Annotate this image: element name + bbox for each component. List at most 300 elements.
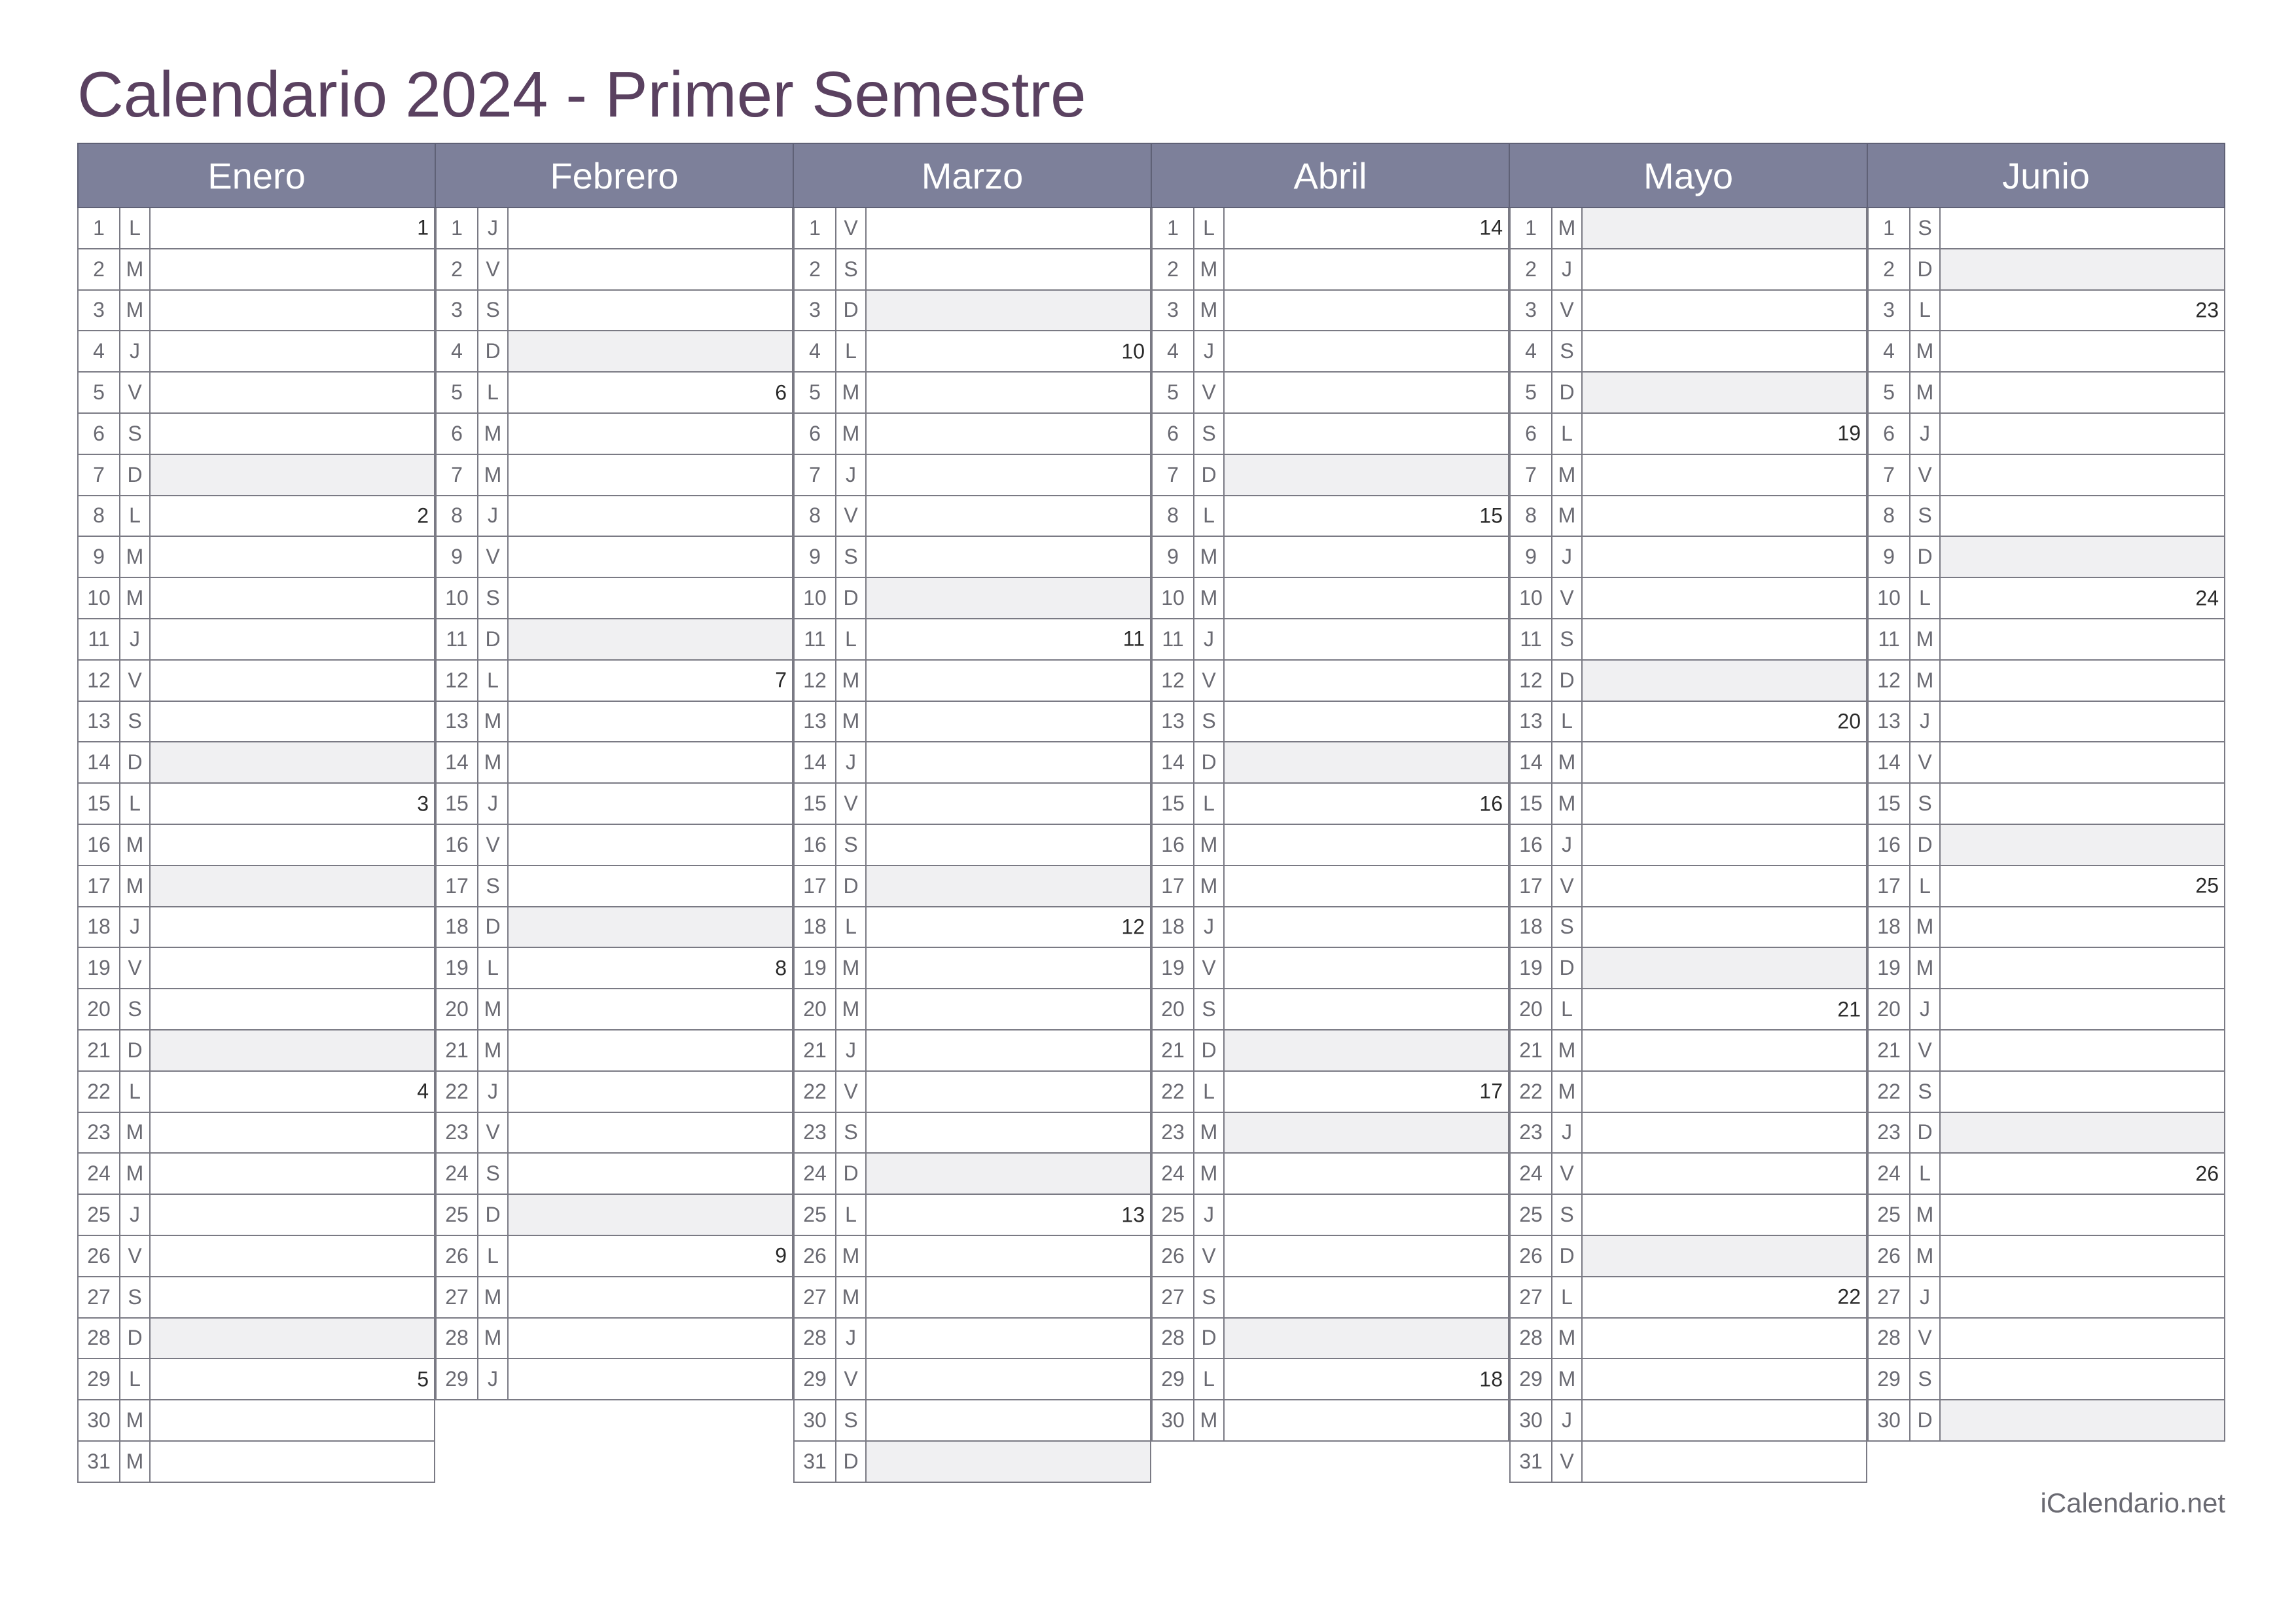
weekday-letter: M: [836, 1277, 867, 1317]
day-note-cell: [151, 537, 434, 577]
weekday-letter: M: [478, 455, 509, 495]
day-number: 9: [79, 537, 120, 577]
day-number: 21: [79, 1030, 120, 1070]
day-row: [1511, 1195, 1866, 1236]
day-note-cell: [867, 1195, 1150, 1235]
day-note-cell: [509, 784, 792, 824]
day-note-cell: [1941, 1154, 2224, 1194]
day-row: [1153, 291, 1508, 332]
day-row: [437, 373, 792, 414]
day-row: [795, 948, 1150, 989]
weekday-letter: M: [120, 537, 151, 577]
day-note-cell: [1583, 1359, 1866, 1399]
day-note-cell: [1583, 1236, 1866, 1276]
day-row: [1511, 1113, 1866, 1154]
day-row: [1153, 1030, 1508, 1072]
day-row: [1869, 414, 2224, 455]
day-row: [1153, 825, 1508, 866]
day-note-cell: [1941, 1359, 2224, 1399]
weekday-letter: M: [1910, 619, 1941, 659]
day-number: 25: [437, 1195, 478, 1235]
day-number: 22: [1869, 1072, 1910, 1112]
month-header: Abril: [1151, 143, 1509, 208]
day-note-cell: [509, 1236, 792, 1276]
weekday-letter: L: [478, 373, 509, 412]
weekday-letter: M: [120, 866, 151, 906]
day-number: 6: [1153, 414, 1194, 454]
day-row: [437, 249, 792, 291]
day-note-cell: [1941, 1030, 2224, 1070]
weekday-letter: J: [1910, 1277, 1941, 1317]
day-row: [795, 907, 1150, 949]
day-row: [437, 784, 792, 825]
weekday-letter: M: [120, 1154, 151, 1194]
day-note-cell: [1583, 249, 1866, 289]
day-note-cell: [509, 1113, 792, 1153]
day-row: [1153, 1113, 1508, 1154]
day-list: [435, 208, 793, 1400]
day-number: 17: [795, 866, 836, 906]
day-number: 27: [79, 1277, 120, 1317]
weekday-letter: J: [836, 742, 867, 782]
day-note-cell: [1225, 373, 1508, 412]
day-note-cell: [1583, 1277, 1866, 1317]
weekday-letter: L: [836, 331, 867, 371]
day-number: 8: [1153, 496, 1194, 536]
day-list: [77, 208, 435, 1483]
day-row: [1869, 1154, 2224, 1195]
day-number: 5: [79, 373, 120, 412]
day-row: [795, 661, 1150, 702]
weekday-letter: M: [1910, 1195, 1941, 1235]
day-note-cell: [151, 1154, 434, 1194]
weekday-letter: L: [1194, 496, 1225, 536]
day-row: [79, 537, 434, 578]
day-row: [795, 1236, 1150, 1277]
day-number: 19: [1153, 948, 1194, 988]
day-number: 10: [79, 578, 120, 618]
day-number: 30: [795, 1400, 836, 1440]
day-number: 30: [1869, 1400, 1910, 1440]
day-row: [79, 661, 434, 702]
day-note-cell: [1941, 455, 2224, 495]
day-row: [79, 331, 434, 373]
month-column: [435, 143, 793, 1485]
day-row: [795, 208, 1150, 249]
day-note-cell: [151, 866, 434, 906]
day-number: 25: [795, 1195, 836, 1235]
day-number: 12: [795, 661, 836, 701]
day-note-cell: [867, 1030, 1150, 1070]
day-note-cell: [867, 661, 1150, 701]
day-row: [1153, 989, 1508, 1030]
day-note-cell: [1225, 249, 1508, 289]
day-note-cell: [1941, 1195, 2224, 1235]
day-number: 27: [1869, 1277, 1910, 1317]
day-note-cell: [151, 1319, 434, 1359]
weekday-letter: S: [478, 866, 509, 906]
day-row: [79, 1195, 434, 1236]
day-note-cell: [1583, 1319, 1866, 1359]
day-note-cell: [1941, 784, 2224, 824]
day-note-cell: [1225, 1072, 1508, 1112]
day-note-cell: [1941, 702, 2224, 742]
day-row: [79, 1236, 434, 1277]
day-note-cell: [1583, 455, 1866, 495]
day-number: 24: [437, 1154, 478, 1194]
day-row: [79, 1319, 434, 1360]
weekday-letter: M: [1194, 825, 1225, 865]
weekday-letter: M: [1552, 1072, 1583, 1112]
weekday-letter: M: [1552, 1359, 1583, 1399]
day-row: [79, 989, 434, 1030]
day-number: 23: [1869, 1113, 1910, 1153]
day-note-cell: [867, 496, 1150, 536]
day-number: 8: [437, 496, 478, 536]
day-row: [1869, 989, 2224, 1030]
day-note-cell: [509, 1154, 792, 1194]
day-note-cell: [1941, 1113, 2224, 1153]
day-number: 7: [795, 455, 836, 495]
weekday-letter: L: [1552, 989, 1583, 1029]
day-number: 1: [1869, 208, 1910, 248]
weekday-letter: S: [836, 1113, 867, 1153]
day-row: [795, 825, 1150, 866]
day-number: 6: [795, 414, 836, 454]
day-row: [437, 989, 792, 1030]
day-note-cell: [1225, 907, 1508, 947]
day-note-cell: [867, 1400, 1150, 1440]
day-number: 13: [437, 702, 478, 742]
weekday-letter: L: [478, 948, 509, 988]
weekday-letter: D: [1194, 1319, 1225, 1359]
day-row: [79, 784, 434, 825]
day-number: 7: [437, 455, 478, 495]
weekday-letter: V: [1552, 866, 1583, 906]
day-note-cell: [1583, 1154, 1866, 1194]
day-number: 19: [437, 948, 478, 988]
day-note-cell: [1941, 825, 2224, 865]
weekday-letter: M: [1552, 455, 1583, 495]
day-number: 26: [1869, 1236, 1910, 1276]
day-row: [1511, 1359, 1866, 1400]
weekday-letter: S: [1910, 208, 1941, 248]
day-row: [1153, 496, 1508, 538]
day-row: [79, 702, 434, 743]
day-row: [1869, 1359, 2224, 1400]
day-number: 29: [1153, 1359, 1194, 1399]
day-row: [1869, 249, 2224, 291]
day-number: 16: [795, 825, 836, 865]
day-number: 1: [1153, 208, 1194, 248]
week-number: 23: [2195, 298, 2219, 322]
weekday-letter: S: [1194, 1277, 1225, 1317]
month-header: Junio: [1867, 143, 2225, 208]
day-note-cell: [1225, 619, 1508, 659]
day-number: 21: [1511, 1030, 1552, 1070]
day-row: [1869, 496, 2224, 538]
day-row: [1511, 455, 1866, 496]
day-row: [1153, 1277, 1508, 1319]
day-note-cell: [1941, 989, 2224, 1029]
day-note-cell: [1583, 578, 1866, 618]
day-number: 17: [1153, 866, 1194, 906]
weekday-letter: M: [836, 948, 867, 988]
day-number: 24: [1153, 1154, 1194, 1194]
day-row: [79, 249, 434, 291]
weekday-letter: L: [1552, 702, 1583, 742]
day-number: 11: [1511, 619, 1552, 659]
day-number: 5: [1153, 373, 1194, 412]
day-row: [437, 1359, 792, 1400]
day-number: 2: [1511, 249, 1552, 289]
day-number: 7: [1153, 455, 1194, 495]
day-row: [1511, 1319, 1866, 1360]
weekday-letter: M: [836, 661, 867, 701]
weekday-letter: D: [836, 866, 867, 906]
day-note-cell: [1941, 496, 2224, 536]
day-note-cell: [1941, 537, 2224, 577]
day-note-cell: [151, 414, 434, 454]
day-note-cell: [509, 1277, 792, 1317]
weekday-letter: M: [1552, 1030, 1583, 1070]
weekday-letter: D: [1194, 1030, 1225, 1070]
week-number: 3: [417, 792, 429, 816]
day-row: [1511, 619, 1866, 661]
day-number: 27: [1511, 1277, 1552, 1317]
weekday-letter: D: [1552, 948, 1583, 988]
day-note-cell: [1941, 373, 2224, 412]
day-row: [1869, 208, 2224, 249]
weekday-letter: J: [1910, 414, 1941, 454]
weekday-letter: J: [836, 1030, 867, 1070]
day-note-cell: [151, 1113, 434, 1153]
weekday-letter: M: [478, 989, 509, 1029]
day-note-cell: [509, 619, 792, 659]
day-row: [437, 291, 792, 332]
weekday-letter: J: [836, 455, 867, 495]
day-number: 29: [79, 1359, 120, 1399]
day-number: 3: [1869, 291, 1910, 331]
day-note-cell: [867, 1072, 1150, 1112]
day-number: 28: [1869, 1319, 1910, 1359]
day-row: [79, 373, 434, 414]
day-note-cell: [1583, 208, 1866, 248]
day-row: [1511, 661, 1866, 702]
day-row: [1153, 784, 1508, 825]
day-number: 9: [437, 537, 478, 577]
day-note-cell: [1941, 661, 2224, 701]
day-number: 22: [1511, 1072, 1552, 1112]
day-number: 6: [437, 414, 478, 454]
day-row: [1153, 1400, 1508, 1442]
weekday-letter: S: [1552, 1195, 1583, 1235]
day-number: 26: [795, 1236, 836, 1276]
day-row: [437, 537, 792, 578]
day-note-cell: [1583, 373, 1866, 412]
weekday-letter: S: [1552, 907, 1583, 947]
weekday-letter: M: [120, 291, 151, 331]
day-row: [1153, 1236, 1508, 1277]
day-row: [1511, 331, 1866, 373]
day-number: 22: [1153, 1072, 1194, 1112]
day-note-cell: [151, 1072, 434, 1112]
day-row: [437, 1154, 792, 1195]
weekday-letter: L: [836, 907, 867, 947]
day-row: [437, 1277, 792, 1319]
day-number: 21: [795, 1030, 836, 1070]
week-number: 6: [775, 380, 787, 405]
day-row: [437, 414, 792, 455]
day-note-cell: [1225, 1030, 1508, 1070]
weekday-letter: M: [836, 702, 867, 742]
day-number: 14: [795, 742, 836, 782]
day-note-cell: [1583, 291, 1866, 331]
weekday-letter: J: [1552, 537, 1583, 577]
day-note-cell: [151, 249, 434, 289]
weekday-letter: V: [478, 1113, 509, 1153]
weekday-letter: D: [478, 331, 509, 371]
day-number: 13: [1869, 702, 1910, 742]
month-column: [1509, 143, 1867, 1485]
day-number: 26: [437, 1236, 478, 1276]
day-note-cell: [1583, 866, 1866, 906]
weekday-letter: M: [1552, 208, 1583, 248]
weekday-letter: L: [1194, 1072, 1225, 1112]
weekday-letter: M: [1552, 496, 1583, 536]
weekday-letter: V: [836, 208, 867, 248]
day-row: [1869, 825, 2224, 866]
weekday-letter: L: [120, 1359, 151, 1399]
day-note-cell: [1583, 1113, 1866, 1153]
day-row: [437, 907, 792, 949]
day-row: [1869, 1195, 2224, 1236]
day-row: [1153, 619, 1508, 661]
day-note-cell: [151, 1359, 434, 1399]
day-row: [1869, 1030, 2224, 1072]
day-number: 5: [1511, 373, 1552, 412]
day-row: [1153, 373, 1508, 414]
day-number: 20: [1511, 989, 1552, 1029]
weekday-letter: S: [1910, 784, 1941, 824]
weekday-letter: L: [1552, 414, 1583, 454]
day-number: 16: [1869, 825, 1910, 865]
day-row: [1153, 1195, 1508, 1236]
day-number: 2: [1153, 249, 1194, 289]
day-row: [1511, 1154, 1866, 1195]
day-row: [79, 208, 434, 249]
weekday-letter: V: [120, 373, 151, 412]
weekday-letter: S: [836, 537, 867, 577]
week-number: 7: [775, 668, 787, 692]
day-number: 9: [1511, 537, 1552, 577]
day-number: 9: [1869, 537, 1910, 577]
day-row: [1153, 1319, 1508, 1360]
day-number: 19: [795, 948, 836, 988]
day-note-cell: [509, 373, 792, 412]
day-note-cell: [1941, 208, 2224, 248]
weekday-letter: M: [1194, 1113, 1225, 1153]
day-number: 16: [1511, 825, 1552, 865]
weekday-letter: J: [836, 1319, 867, 1359]
day-number: 24: [795, 1154, 836, 1194]
day-row: [1153, 537, 1508, 578]
day-note-cell: [509, 1319, 792, 1359]
day-note-cell: [1941, 331, 2224, 371]
day-note-cell: [867, 1319, 1150, 1359]
day-row: [79, 1072, 434, 1113]
weekday-letter: M: [478, 742, 509, 782]
day-row: [437, 578, 792, 619]
day-row: [1511, 948, 1866, 989]
day-number: 4: [1153, 331, 1194, 371]
day-note-cell: [151, 1277, 434, 1317]
day-note-cell: [867, 578, 1150, 618]
day-note-cell: [151, 455, 434, 495]
weekday-letter: V: [836, 1359, 867, 1399]
day-note-cell: [151, 208, 434, 248]
day-note-cell: [1225, 1236, 1508, 1276]
day-note-cell: [867, 537, 1150, 577]
day-row: [437, 208, 792, 249]
day-number: 4: [437, 331, 478, 371]
day-number: 15: [1511, 784, 1552, 824]
day-number: 12: [79, 661, 120, 701]
day-number: 9: [1153, 537, 1194, 577]
day-note-cell: [1583, 331, 1866, 371]
day-row: [1869, 291, 2224, 332]
day-number: 4: [79, 331, 120, 371]
day-number: 7: [79, 455, 120, 495]
day-row: [437, 1195, 792, 1236]
week-number: 22: [1837, 1285, 1861, 1309]
week-number: 19: [1837, 421, 1861, 445]
weekday-letter: S: [1552, 331, 1583, 371]
day-note-cell: [867, 742, 1150, 782]
day-note-cell: [1583, 1400, 1866, 1440]
weekday-letter: J: [1552, 1400, 1583, 1440]
day-row: [79, 1154, 434, 1195]
day-note-cell: [1225, 414, 1508, 454]
weekday-letter: D: [836, 1154, 867, 1194]
day-number: 8: [795, 496, 836, 536]
day-note-cell: [151, 661, 434, 701]
weekday-letter: J: [478, 496, 509, 536]
weekday-letter: M: [1552, 742, 1583, 782]
day-note-cell: [1225, 742, 1508, 782]
day-row: [1511, 1442, 1866, 1483]
day-row: [795, 702, 1150, 743]
day-note-cell: [1225, 208, 1508, 248]
day-note-cell: [509, 414, 792, 454]
day-note-cell: [509, 866, 792, 906]
day-row: [1153, 1072, 1508, 1113]
week-number: 10: [1121, 339, 1145, 363]
day-row: [795, 742, 1150, 784]
day-number: 3: [79, 291, 120, 331]
day-number: 1: [795, 208, 836, 248]
day-note-cell: [1583, 702, 1866, 742]
day-number: 10: [1869, 578, 1910, 618]
weekday-letter: S: [478, 578, 509, 618]
day-number: 20: [437, 989, 478, 1029]
week-number: 25: [2195, 873, 2219, 898]
day-number: 9: [795, 537, 836, 577]
weekday-letter: L: [120, 1072, 151, 1112]
day-number: 28: [437, 1319, 478, 1359]
day-row: [795, 784, 1150, 825]
weekday-letter: M: [478, 1030, 509, 1070]
